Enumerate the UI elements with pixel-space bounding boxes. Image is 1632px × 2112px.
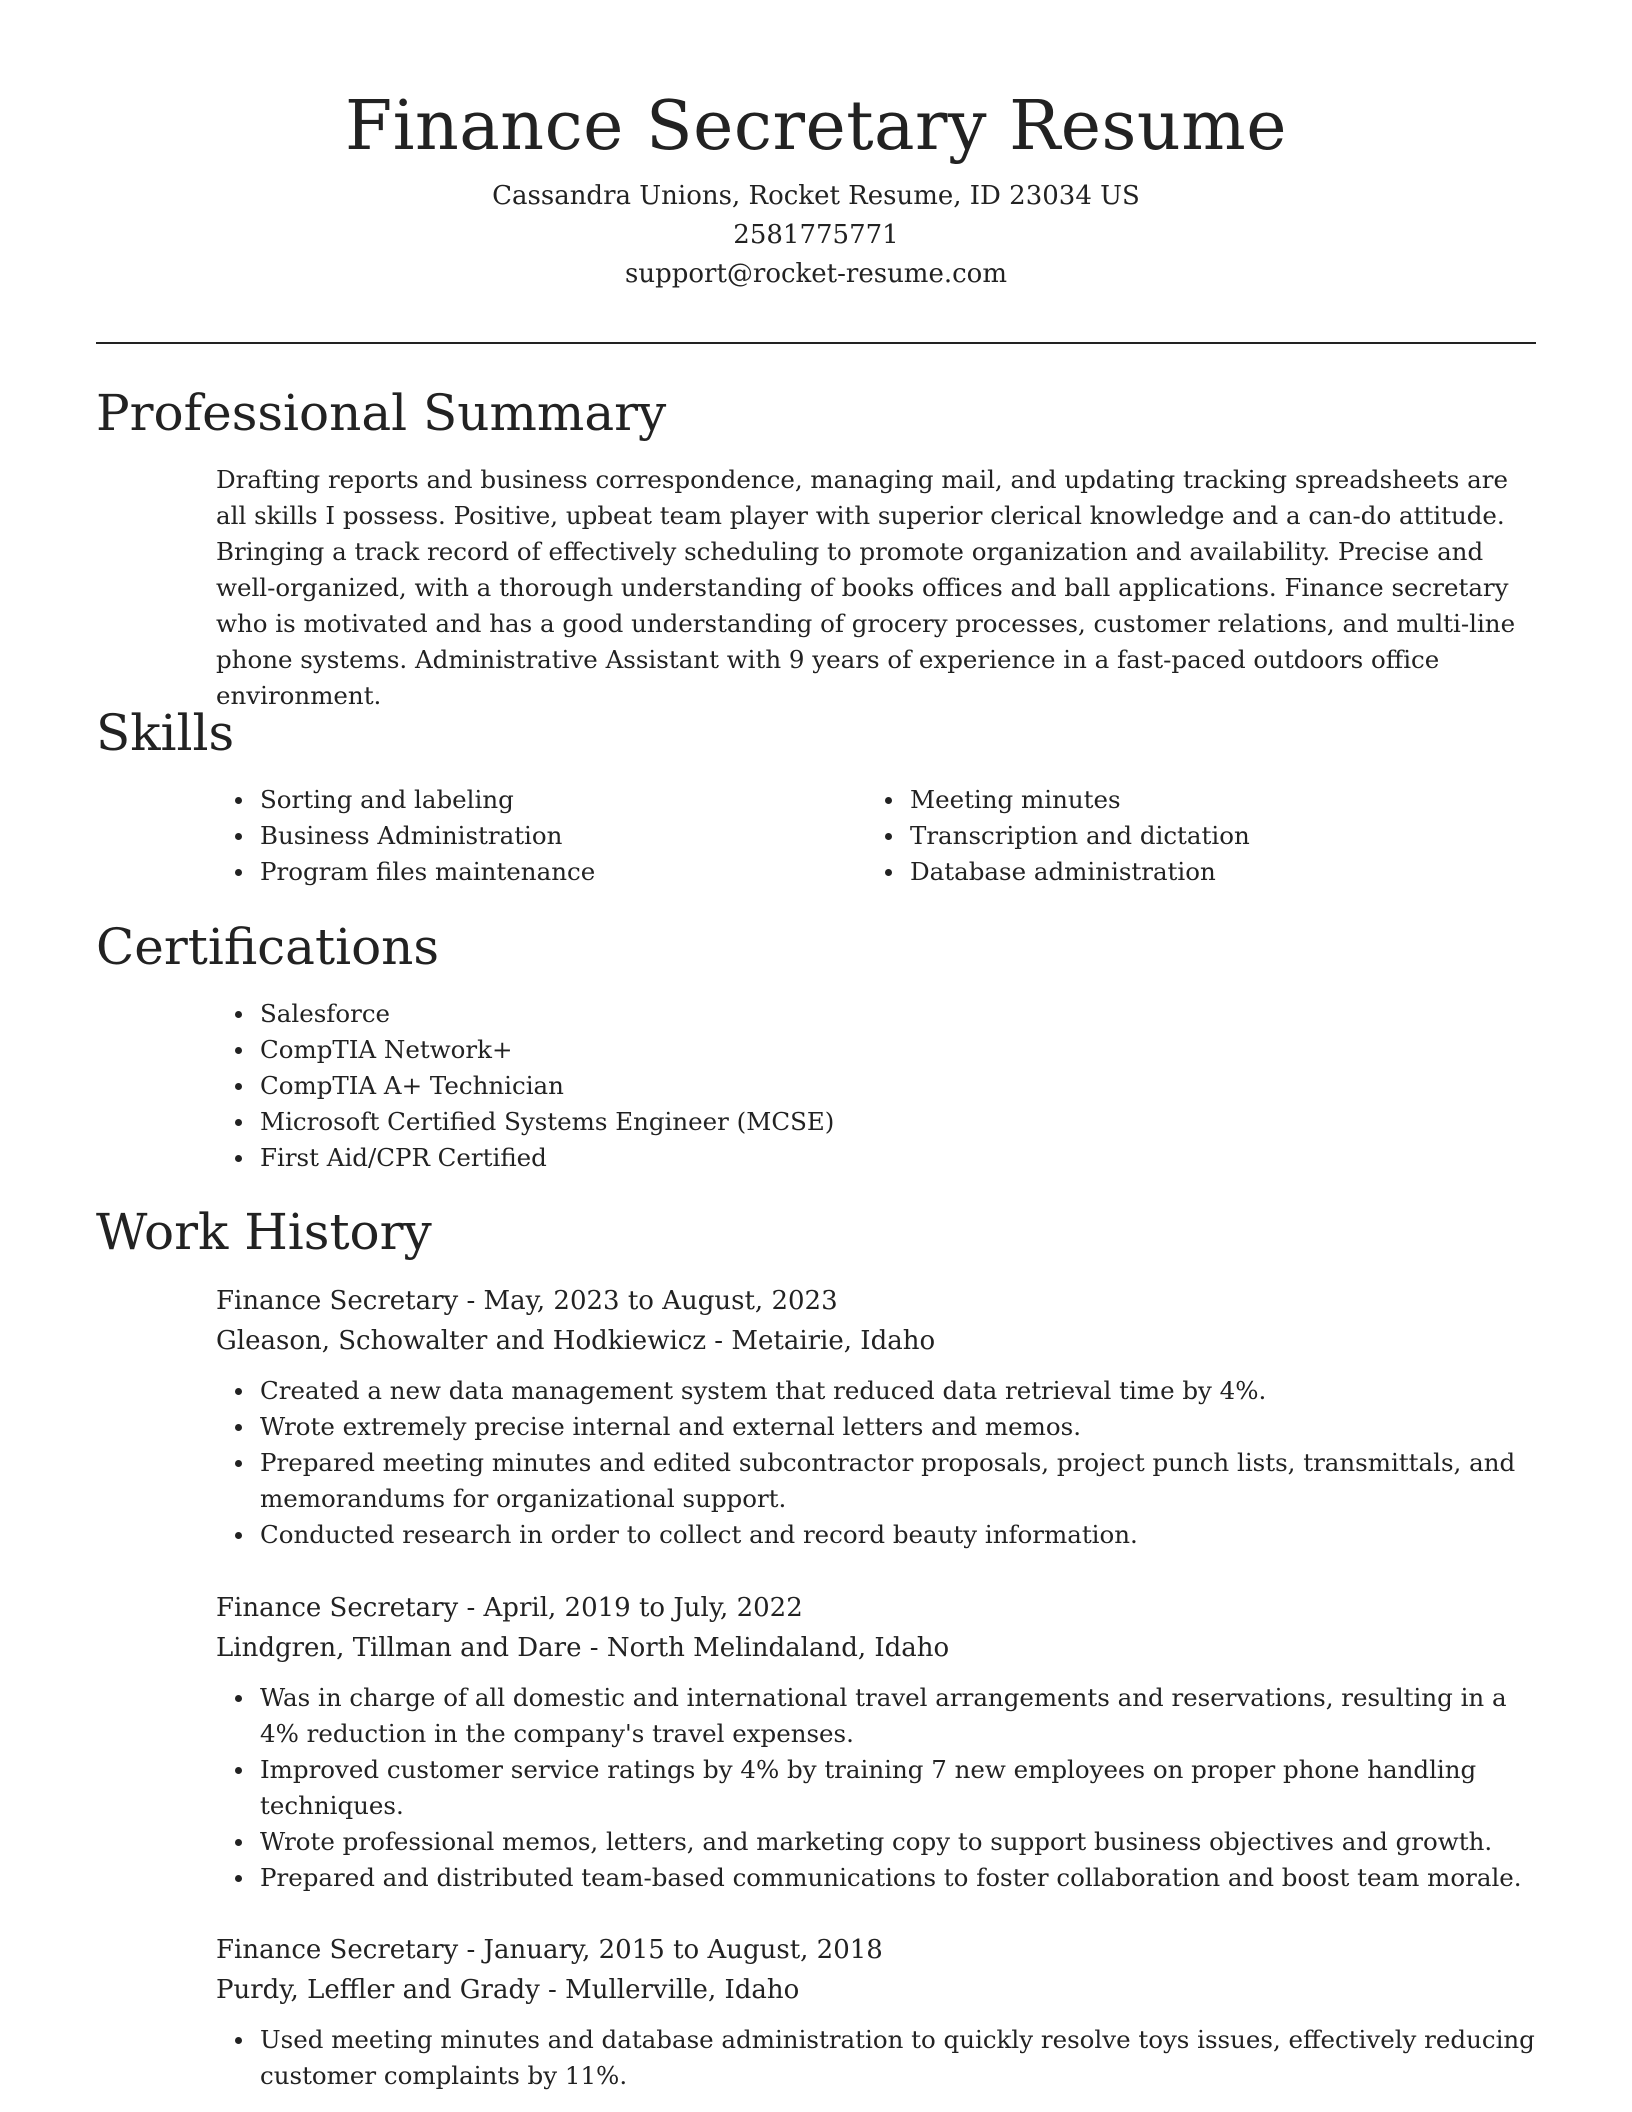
skill-item: Program files maintenance	[216, 854, 836, 890]
job-company-line: Purdy, Leffler and Grady - Mullerville, Idaho	[216, 1975, 800, 2005]
skills-list-right	[866, 782, 1486, 890]
job-bullet: Conducted research in order to collect and record beauty information.	[216, 1517, 1546, 1553]
resume-header	[0, 0, 1632, 294]
certification-item: CompTIA A+ Technician	[216, 1068, 1416, 1104]
job-dates: May, 2023 to August, 2023	[483, 1286, 838, 1316]
skill-item: Business Administration	[216, 818, 836, 854]
certification-item: First Aid/CPR Certified	[216, 1140, 1416, 1176]
summary-heading: Professional Summary	[96, 384, 667, 442]
job-location: Mullerville, Idaho	[565, 1975, 800, 2005]
contact-block	[0, 177, 1632, 294]
job-company: Purdy, Leffler and Grady	[216, 1975, 540, 2005]
job-title-line: Finance Secretary - January, 2015 to August, 2018	[216, 1935, 883, 1965]
job-bullet: Prepared meeting minutes and edited subcontractor proposals, project punch lists, transmittals, and memorandums for organizational support.	[216, 1445, 1546, 1517]
job-company: Lindgren, Tillman and Dare	[216, 1633, 582, 1663]
certification-item: Microsoft Certified Systems Engineer (MCSE)	[216, 1104, 1416, 1140]
job-entry	[216, 1281, 1546, 1553]
job-company-line: Lindgren, Tillman and Dare - North Melindaland, Idaho	[216, 1633, 950, 1663]
job-bullet: Wrote professional memos, letters, and marketing copy to support business objectives and growth.	[216, 1824, 1546, 1860]
skill-item: Transcription and dictation	[866, 818, 1486, 854]
skills-list-left	[216, 782, 836, 890]
job-location: North Melindaland, Idaho	[606, 1633, 950, 1663]
job-dates: April, 2019 to July, 2022	[483, 1593, 803, 1623]
certifications-list	[216, 996, 1416, 1176]
job-company-line: Gleason, Schowalter and Hodkiewicz - Metairie, Idaho	[216, 1326, 936, 1356]
job-bullet: Wrote extremely precise internal and external letters and memos.	[216, 1409, 1546, 1445]
job-title-line: Finance Secretary - April, 2019 to July, 2022	[216, 1593, 803, 1623]
job-bullets	[216, 2022, 1546, 2094]
job-bullet: Improved customer service ratings by 4% by training 7 new employees on proper phone handling techniques.	[216, 1752, 1546, 1824]
certification-item: CompTIA Network+	[216, 1032, 1416, 1068]
job-dates: January, 2015 to August, 2018	[483, 1935, 883, 1965]
skill-item: Sorting and labeling	[216, 782, 836, 818]
job-title: Finance Secretary	[216, 1935, 459, 1965]
job-location: Metairie, Idaho	[731, 1326, 936, 1356]
contact-email: support@rocket-resume.com	[624, 259, 1007, 289]
skills-heading: Skills	[96, 704, 235, 762]
contact-phone: 2581775771	[733, 220, 899, 250]
skill-item: Meeting minutes	[866, 782, 1486, 818]
skill-item: Database administration	[866, 854, 1486, 890]
job-bullet: Was in charge of all domestic and international travel arrangements and reservations, resulting in a 4% reduction in the company's travel expenses.	[216, 1680, 1546, 1752]
work-history-heading: Work History	[96, 1203, 432, 1261]
header-divider	[96, 342, 1536, 344]
job-title-line: Finance Secretary - May, 2023 to August, 2023	[216, 1286, 838, 1316]
job-bullet: Created a new data management system that reduced data retrieval time by 4%.	[216, 1373, 1546, 1409]
resume-title: Finance Secretary Resume	[345, 87, 1287, 166]
job-company: Gleason, Schowalter and Hodkiewicz	[216, 1326, 707, 1356]
certifications-heading: Certifications	[96, 918, 440, 976]
certification-item: Salesforce	[216, 996, 1416, 1032]
job-bullets	[216, 1680, 1546, 1896]
job-entry	[216, 1588, 1546, 1896]
job-title: Finance Secretary	[216, 1593, 459, 1623]
job-title: Finance Secretary	[216, 1286, 459, 1316]
summary-text: Drafting reports and business correspondence, managing mail, and updating tracking spreadsheets are all skills I possess. Positive, upbeat team player with superior clerical knowledge and a can-do attitude. Bringing a track record of effectively scheduling to promote organization and availability. Precise and well-organized, with a thorough understanding of books offices and ball applications. Finance secretary who is motivated and has a good understanding of grocery processes, customer relations, and multi-line phone systems. Administrative Assistant with 9 years of experience in a fast-paced outdoors office environment.	[216, 465, 1516, 710]
job-bullets	[216, 1373, 1546, 1553]
job-bullet: Prepared and distributed team-based communications to foster collaboration and boost team morale.	[216, 1860, 1546, 1896]
job-entry	[216, 1930, 1546, 2094]
job-bullet: Used meeting minutes and database administration to quickly resolve toys issues, effectively reducing customer complaints by 11%.	[216, 2022, 1546, 2094]
contact-address: Cassandra Unions, Rocket Resume, ID 23034 US	[492, 181, 1140, 211]
